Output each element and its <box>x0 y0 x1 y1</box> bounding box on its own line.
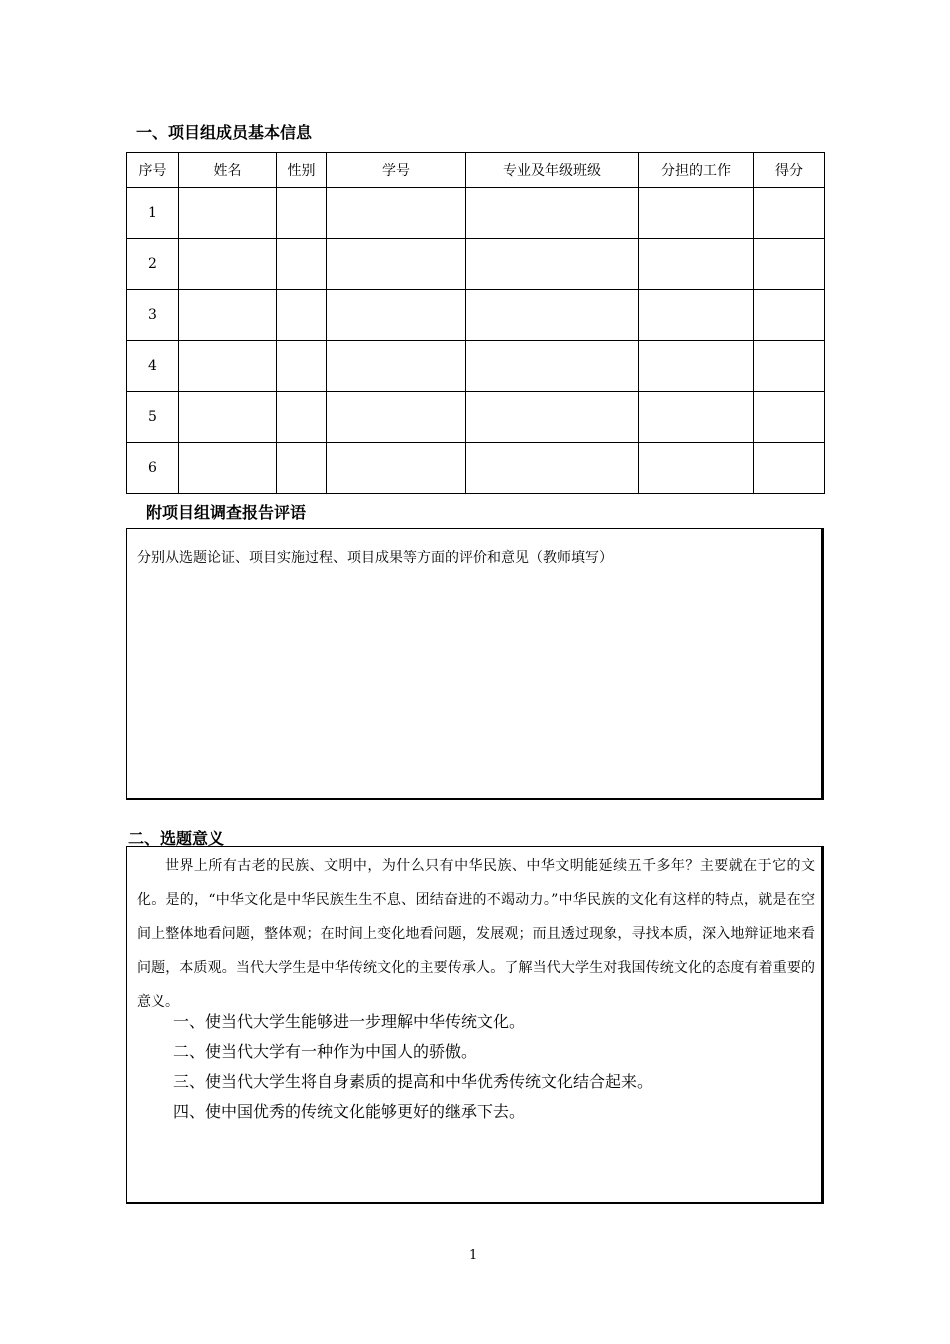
cell-task[interactable] <box>639 341 754 392</box>
cell-student-id[interactable] <box>327 290 466 341</box>
cell-gender[interactable] <box>277 443 327 494</box>
col-header-score: 得分 <box>754 153 825 188</box>
review-instruction: 分别从选题论证、项目实施过程、项目成果等方面的评价和意见（教师填写） <box>137 550 613 566</box>
member-info-table <box>126 152 825 494</box>
page-number: 1 <box>469 1248 478 1263</box>
cell-major-class[interactable] <box>466 443 639 494</box>
cell-name[interactable] <box>179 392 277 443</box>
cell-student-id[interactable] <box>327 443 466 494</box>
significance-box <box>126 846 824 1204</box>
significance-paragraph: 世界上所有古老的民族、文明中，为什么只有中华民族、中华文明能延续五千多年？主要就在于它的文化。是的，“中华文化是中华民族生生不息、团结奋进的不竭动力。”中华民族的文化有这样的特点，就是在空间上整体地看问题，整体观；在时间上变化地看问题，发展观；而且透过现象，寻找本质，深入地辩证地来看问题，本质观。当代大学生是中华传统文化的主要传承人。了解当代大学生对我国传统文化的态度有着重要的意义。 <box>137 858 815 1010</box>
cell-gender[interactable] <box>277 392 327 443</box>
row-index: 1 <box>127 188 179 239</box>
cell-major-class[interactable] <box>466 188 639 239</box>
section1-heading: 一、项目组成员基本信息 <box>136 123 313 142</box>
row-index: 6 <box>127 443 179 494</box>
table-row <box>127 443 825 494</box>
table-row <box>127 290 825 341</box>
cell-score[interactable] <box>754 341 825 392</box>
cell-name[interactable] <box>179 188 277 239</box>
section2-heading: 二、选题意义 <box>128 829 225 848</box>
cell-score[interactable] <box>754 188 825 239</box>
cell-task[interactable] <box>639 188 754 239</box>
list-item: 三、使当代大学生将自身素质的提高和中华优秀传统文化结合起来。 <box>173 1072 654 1091</box>
row-index: 2 <box>127 239 179 290</box>
col-header-gender: 性别 <box>277 153 327 188</box>
table-row <box>127 239 825 290</box>
cell-task[interactable] <box>639 392 754 443</box>
cell-task[interactable] <box>639 239 754 290</box>
cell-score[interactable] <box>754 392 825 443</box>
cell-task[interactable] <box>639 290 754 341</box>
list-item: 二、使当代大学有一种作为中国人的骄傲。 <box>173 1042 478 1061</box>
cell-major-class[interactable] <box>466 290 639 341</box>
list-item: 四、使中国优秀的传统文化能够更好的继承下去。 <box>173 1102 526 1121</box>
row-index: 4 <box>127 341 179 392</box>
cell-major-class[interactable] <box>466 239 639 290</box>
table-header-row <box>127 153 825 188</box>
cell-student-id[interactable] <box>327 188 466 239</box>
cell-gender[interactable] <box>277 290 327 341</box>
table-row <box>127 392 825 443</box>
cell-gender[interactable] <box>277 341 327 392</box>
cell-student-id[interactable] <box>327 392 466 443</box>
cell-name[interactable] <box>179 290 277 341</box>
col-header-major-class: 专业及年级班级 <box>466 153 639 188</box>
col-header-student-id: 学号 <box>327 153 466 188</box>
table-row <box>127 341 825 392</box>
cell-gender[interactable] <box>277 239 327 290</box>
cell-task[interactable] <box>639 443 754 494</box>
table-row <box>127 188 825 239</box>
significance-points <box>173 1007 653 1127</box>
cell-score[interactable] <box>754 290 825 341</box>
cell-major-class[interactable] <box>466 341 639 392</box>
cell-student-id[interactable] <box>327 239 466 290</box>
cell-name[interactable] <box>179 239 277 290</box>
review-heading: 附项目组调查报告评语 <box>146 503 307 522</box>
col-header-index: 序号 <box>127 153 179 188</box>
cell-major-class[interactable] <box>466 392 639 443</box>
cell-score[interactable] <box>754 443 825 494</box>
row-index: 3 <box>127 290 179 341</box>
row-index: 5 <box>127 392 179 443</box>
col-header-name: 姓名 <box>179 153 277 188</box>
cell-name[interactable] <box>179 443 277 494</box>
cell-name[interactable] <box>179 341 277 392</box>
cell-gender[interactable] <box>277 188 327 239</box>
list-item: 一、使当代大学生能够进一步理解中华传统文化。 <box>173 1012 526 1031</box>
review-box[interactable] <box>126 528 824 800</box>
col-header-task: 分担的工作 <box>639 153 754 188</box>
cell-student-id[interactable] <box>327 341 466 392</box>
cell-score[interactable] <box>754 239 825 290</box>
